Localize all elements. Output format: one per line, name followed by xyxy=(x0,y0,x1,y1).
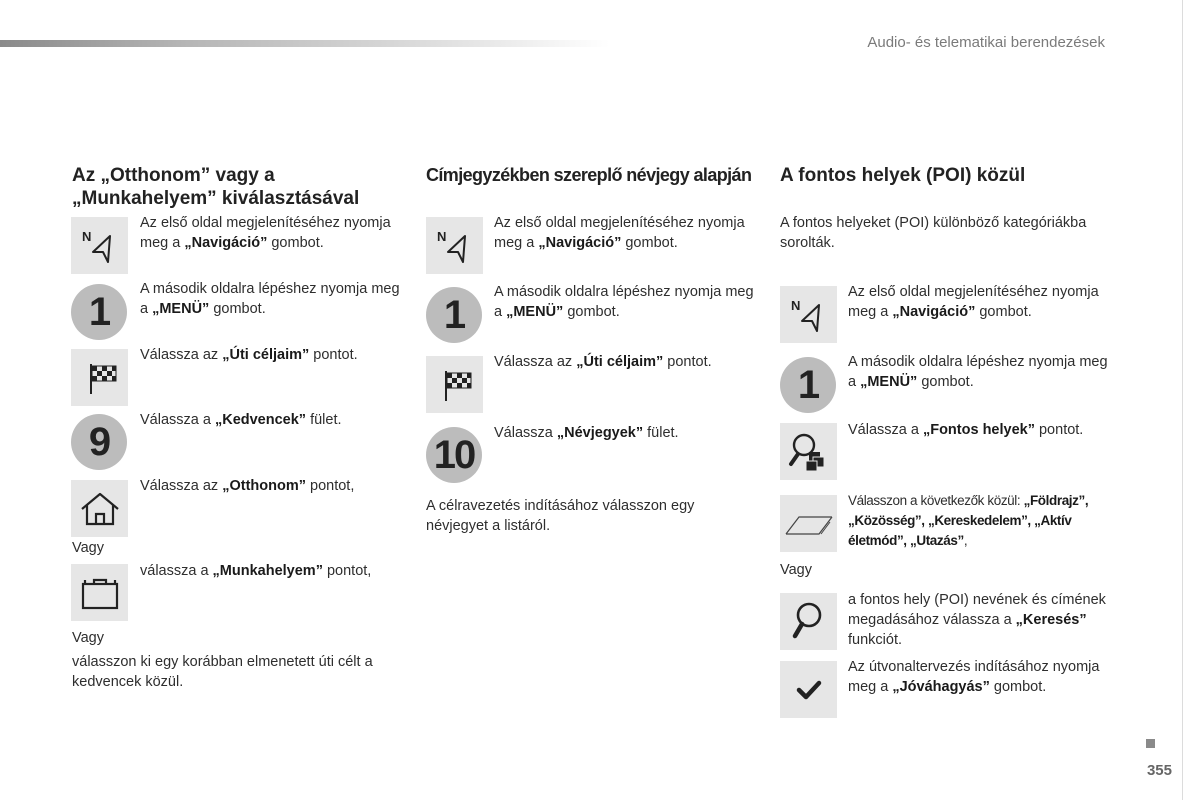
briefcase-icon xyxy=(71,564,128,621)
col1-or-2: Vagy xyxy=(72,630,104,646)
col3-step6-text: Az útvonaltervezés indításához nyomja meg a „Jóváhagyás” gombot. xyxy=(848,659,1100,695)
col1-or-1: Vagy xyxy=(72,540,104,556)
col1-step3-text: Válassza az „Úti céljaim” pontot. xyxy=(140,347,358,363)
col3-step1-text: Az első oldal megjelenítéséhez nyomja meg a „Navigáció” gombot. xyxy=(848,284,1099,320)
checkmark-icon xyxy=(780,661,837,718)
col3-step2-text: A második oldalra lépéshez nyomja meg a „MENÜ” gombot. xyxy=(848,354,1108,390)
col3-or-1: Vagy xyxy=(780,562,812,578)
col1-step6-text: válassza a „Munkahelyem” pontot, xyxy=(140,563,372,579)
col1-step4-text: Válassza a „Kedvencek” fület. xyxy=(140,412,342,428)
col2-step3-text: Válassza az „Úti céljaim” pontot. xyxy=(494,354,712,370)
col3-step4-text: Válasszon a következők közül: „Földrajz”, „Közösség”, „Kereskedelem”, „Aktív életmód”, „Utazás”, xyxy=(848,493,1089,548)
col1-final-text: válasszon ki egy korábban elmenetett úti célt a kedvencek közül. xyxy=(72,654,373,690)
col3-heading: A fontos helyek (POI) közül xyxy=(780,165,1026,186)
home-icon xyxy=(71,480,128,537)
header-gradient-bar xyxy=(0,40,610,47)
checkered-flag-icon xyxy=(71,349,128,406)
checkered-flag-icon xyxy=(426,356,483,413)
section-title: Audio- és telematikai berendezések xyxy=(867,34,1105,51)
col3-step3-text: Válassza a „Fontos helyek” pontot. xyxy=(848,422,1084,438)
step-number-badge: 9 xyxy=(71,414,127,470)
navigation-icon xyxy=(780,286,837,343)
page-edge-line xyxy=(1182,0,1183,800)
col2-step4-text: Válassza „Névjegyek” fület. xyxy=(494,425,679,441)
col1-heading-line2: „Munkahelyem” kiválasztásával xyxy=(72,188,360,209)
navigation-icon xyxy=(426,217,483,274)
step-number-badge: 1 xyxy=(426,287,482,343)
col2-step1-text: Az első oldal megjelenítéséhez nyomja meg a „Navigáció” gombot. xyxy=(494,215,745,251)
col1-step1-text: Az első oldal megjelenítéséhez nyomja meg a „Navigáció” gombot. xyxy=(140,215,391,251)
step-number-badge: 1 xyxy=(780,357,836,413)
svg-text:N: N xyxy=(436,228,446,244)
step-number-badge: 1 xyxy=(71,284,127,340)
col1-heading-line1: Az „Otthonom” vagy a xyxy=(72,165,275,186)
poi-category-icon xyxy=(780,495,837,552)
step-number-badge: 10 xyxy=(426,427,482,483)
col1-step5-text: Válassza az „Otthonom” pontot, xyxy=(140,478,355,494)
col3-intro-text: A fontos helyeket (POI) különböző kategóriákba sorolták. xyxy=(780,215,1087,251)
page-marker xyxy=(1146,739,1155,748)
svg-text:N: N xyxy=(790,297,800,313)
svg-text:N: N xyxy=(81,228,91,244)
col2-step2-text: A második oldalra lépéshez nyomja meg a „MENÜ” gombot. xyxy=(494,284,754,320)
page-number: 355 xyxy=(1146,762,1172,779)
col2-final-text: A célravezetés indításához válasszon egy névjegyet a listáról. xyxy=(426,498,695,534)
col1-heading xyxy=(72,164,359,210)
poi-search-icon xyxy=(780,423,837,480)
search-icon xyxy=(780,593,837,650)
col2-heading: Címjegyzékben szereplő névjegy alapján xyxy=(426,165,752,185)
navigation-icon xyxy=(71,217,128,274)
col3-step5-text: a fontos hely (POI) nevének és címének megadásához válassza a „Keresés” funkciót. xyxy=(848,592,1106,648)
col1-step2-text: A második oldalra lépéshez nyomja meg a „MENÜ” gombot. xyxy=(140,281,400,317)
